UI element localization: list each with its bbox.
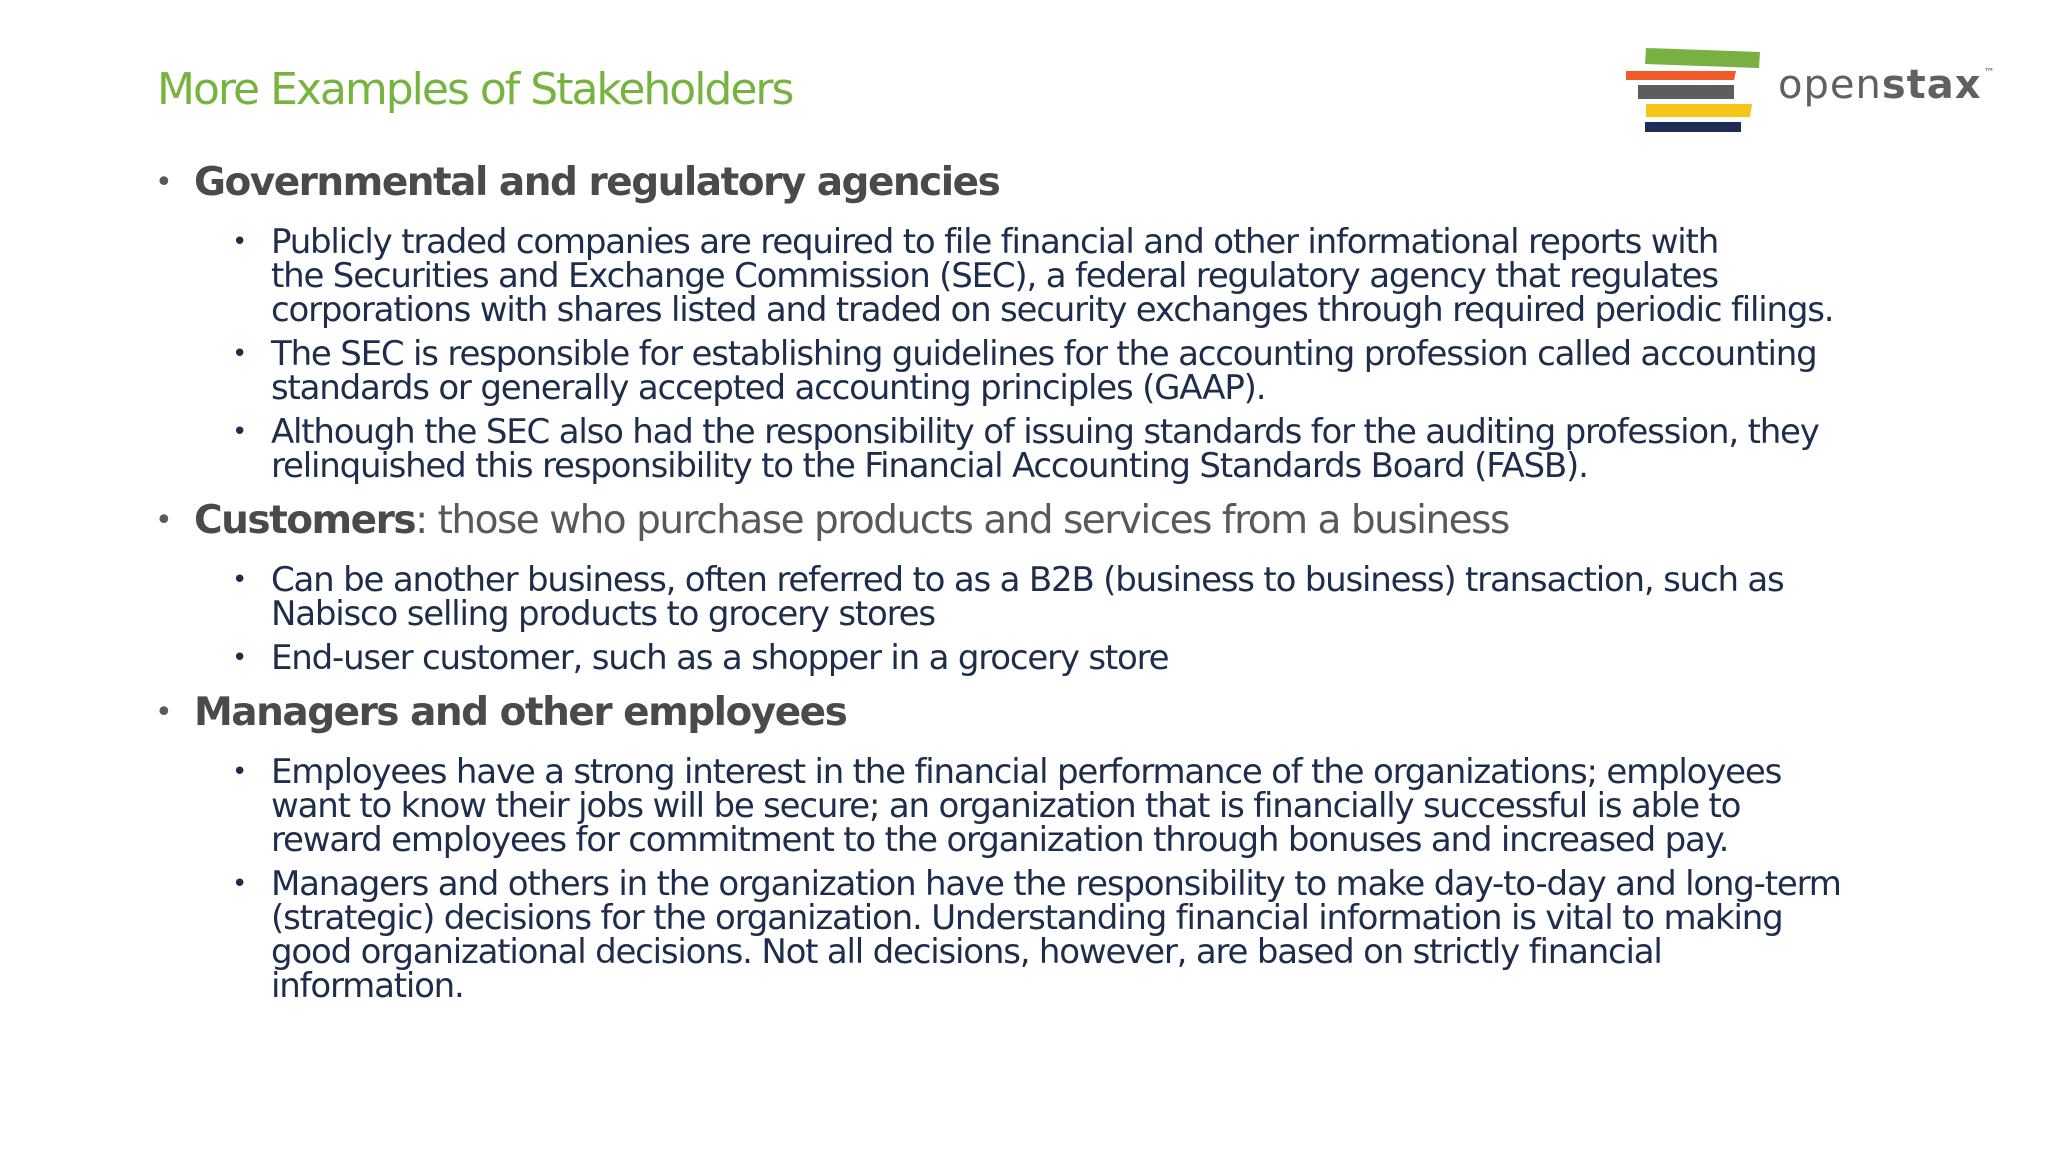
- logo-bar-gray: [1638, 85, 1734, 99]
- sub-bullet: [232, 334, 2005, 408]
- logo-word-open: open: [1778, 62, 1882, 108]
- sub-bullet: [232, 638, 2005, 678]
- sub-bullet-dot-icon: •: [232, 227, 247, 257]
- bullet-heading-tail: : those who purchase products and services from a business: [415, 498, 1509, 543]
- sub-bullets-customers: [155, 560, 2005, 678]
- logo-trademark: ™: [1983, 66, 1996, 79]
- logo-bar-yellow: [1646, 104, 1752, 117]
- sub-bullet: [232, 560, 2005, 634]
- bullet-heading: Governmental and regulatory agencies: [194, 160, 1000, 205]
- logo-bar-green: [1645, 48, 1760, 68]
- sub-bullets-managers: [155, 752, 2005, 1006]
- sub-bullet-text: Publicly traded companies are required to file financial and other informational reports with the Securities and Exchange Commission (SEC), a federal regulatory agency that regulates corporations with shares listed and traded on security exchanges through required periodic filings.: [271, 222, 1834, 330]
- sub-bullet: [232, 412, 2005, 486]
- sub-bullet-text: Although the SEC also had the responsibility of issuing standards for the auditing profession, they relinquished this responsibility to the Financial Accounting Standards Board (FASB).: [271, 412, 1819, 486]
- sub-bullet: [232, 864, 2005, 1006]
- sub-bullet-text: Managers and others in the organization have the responsibility to make day-to-day and long-term (strategic) decisions for the organization. Understanding financial information is vital to making good organizational decisions. Not all decisions, however, are based on strictly financial information.: [271, 864, 1841, 1006]
- openstax-wordmark: [1778, 62, 1996, 108]
- slide-title: More Examples of Stakeholders: [157, 64, 793, 115]
- sub-bullet-dot-icon: •: [232, 869, 247, 899]
- slide-content: [155, 158, 2005, 1006]
- logo-bar-orange: [1626, 71, 1736, 80]
- bullet-dot-icon: •: [155, 695, 173, 730]
- bullet-heading: Managers and other employees: [194, 690, 847, 735]
- sub-bullet-text: End-user customer, such as a shopper in a grocery store: [271, 638, 1169, 678]
- sub-bullet-dot-icon: •: [232, 757, 247, 787]
- sub-bullet-text: Employees have a strong interest in the financial performance of the organizations; employees want to know their jobs will be secure; an organization that is financially successful is able to reward employees for commitment to the organization through bonuses and increased pay.: [271, 752, 1782, 860]
- bullet-dot-icon: •: [155, 165, 173, 200]
- openstax-logo-mark-icon: [1626, 46, 1766, 136]
- sub-bullet-dot-icon: •: [232, 417, 247, 447]
- logo-bar-navy: [1645, 122, 1741, 132]
- sub-bullet-text: The SEC is responsible for establishing guidelines for the accounting profession called accounting standards or generally accepted accounting principles (GAAP).: [271, 334, 1817, 408]
- bullet-heading: Customers: [194, 498, 416, 543]
- bullet-governmental-agencies: [155, 158, 2005, 215]
- logo-word-stax: stax: [1881, 62, 1982, 108]
- sub-bullet-dot-icon: •: [232, 643, 247, 673]
- sub-bullets-governmental: [155, 222, 2005, 486]
- openstax-logo: [1626, 46, 2006, 136]
- sub-bullet: [232, 222, 2005, 330]
- sub-bullet-text: Can be another business, often referred to as a B2B (business to business) transaction, such as Nabisco selling products to grocery stores: [271, 560, 1784, 634]
- bullet-customers: [155, 496, 2005, 553]
- bullet-managers-employees: [155, 688, 2005, 745]
- sub-bullet-dot-icon: •: [232, 339, 247, 369]
- bullet-dot-icon: •: [155, 503, 173, 538]
- sub-bullet-dot-icon: •: [232, 565, 247, 595]
- sub-bullet: [232, 752, 2005, 860]
